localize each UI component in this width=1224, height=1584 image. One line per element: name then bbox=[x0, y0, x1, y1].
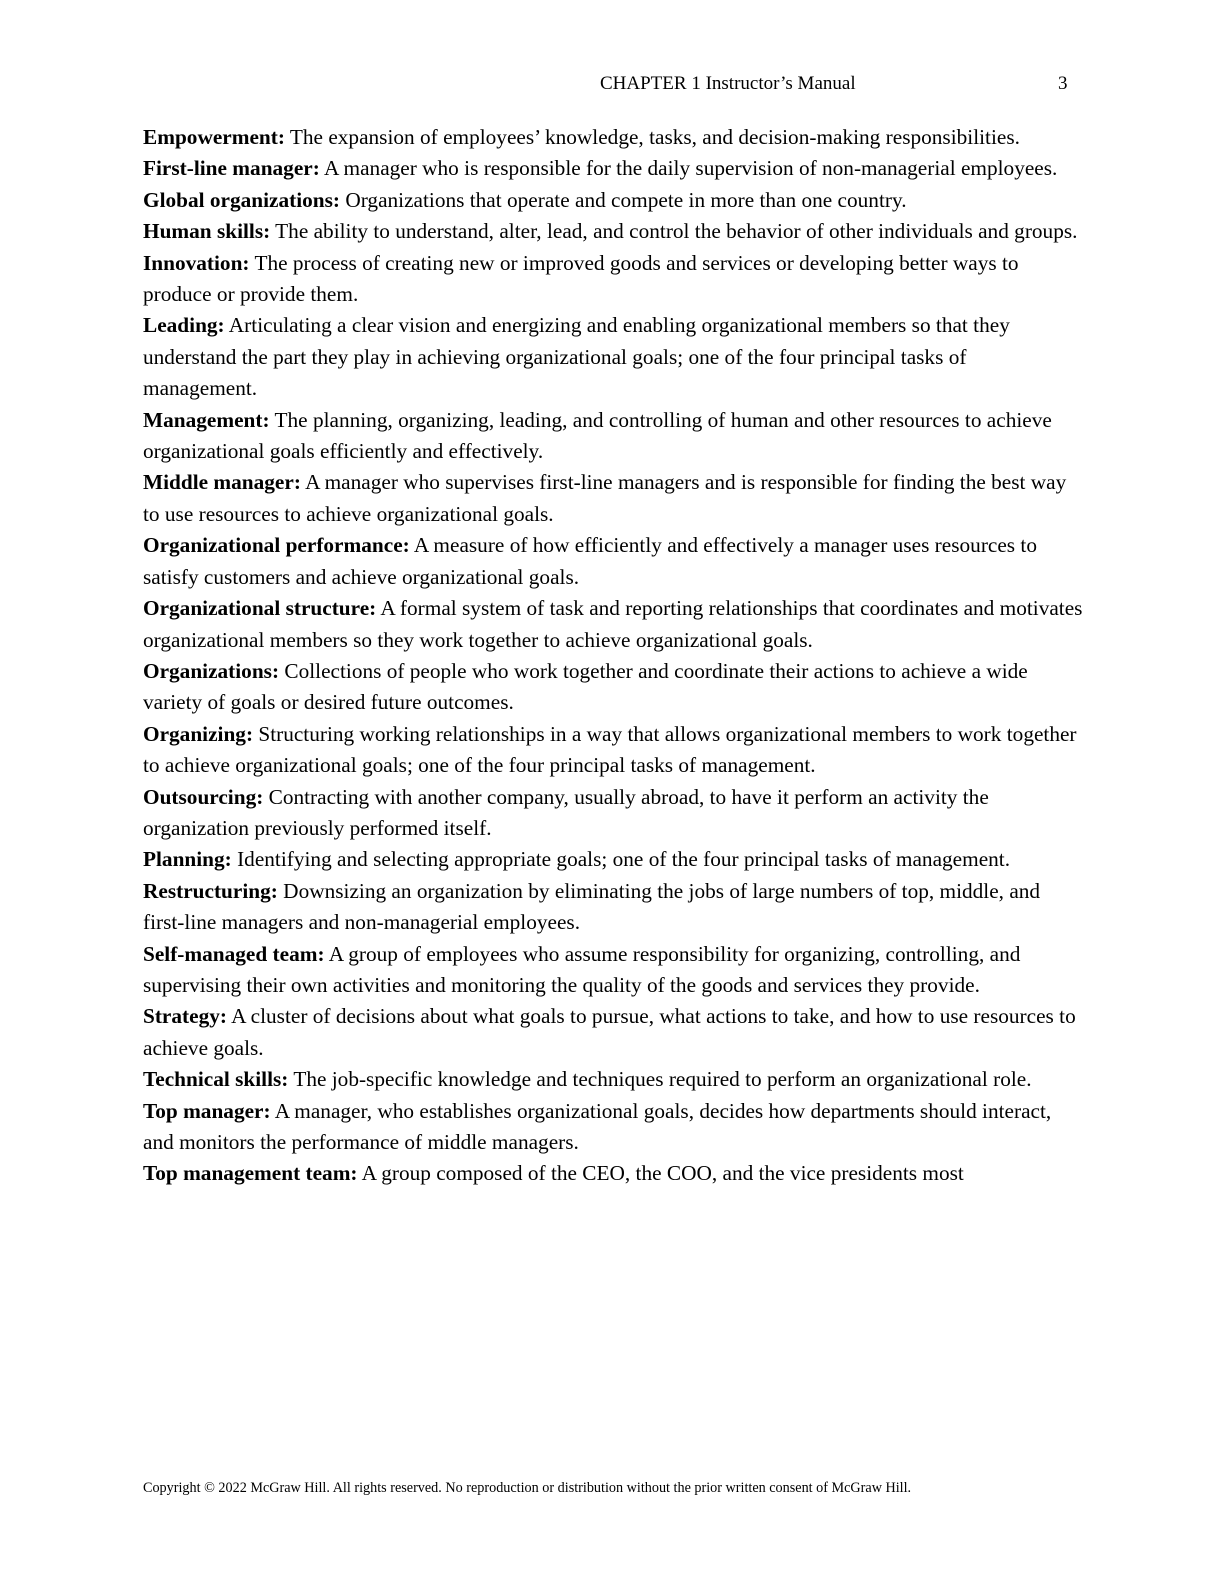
glossary-entry-management bbox=[143, 405, 1083, 468]
glossary-term: Management: bbox=[143, 407, 270, 432]
glossary-definition: The expansion of employees’ knowledge, tasks, and decision-making responsibilities. bbox=[284, 125, 1020, 149]
glossary-entry-technical-skills bbox=[143, 1064, 1083, 1095]
glossary-term: Strategy: bbox=[143, 1004, 227, 1029]
glossary-definition: The ability to understand, alter, lead, and control the behavior of other individuals and groups. bbox=[270, 219, 1078, 244]
glossary-entry-top-management-team bbox=[143, 1158, 1083, 1189]
glossary-term: Leading: bbox=[143, 313, 225, 338]
glossary-definition: A group composed of the CEO, the COO, and the vice presidents most bbox=[357, 1161, 964, 1186]
running-title: CHAPTER 1 Instructor’s Manual bbox=[600, 73, 856, 94]
glossary-definition: The job-specific knowledge and techniques required to perform an organizational role. bbox=[288, 1067, 1032, 1092]
glossary-entry-strategy bbox=[143, 1001, 1083, 1064]
glossary-definition: Collections of people who work together and coordinate their actions to achieve a wide variety of goals or desired future outcomes. bbox=[143, 658, 1028, 715]
glossary-entry-innovation bbox=[143, 248, 1083, 311]
glossary-term: Middle manager: bbox=[143, 470, 301, 495]
glossary-definition: A measure of how efficiently and effectively a manager uses resources to satisfy customers and achieve organizational goals. bbox=[143, 533, 1037, 589]
glossary-definition: A group of employees who assume responsibility for organizing, controlling, and supervising their own activities and monitoring the quality of the goods and services they provide. bbox=[143, 941, 1021, 997]
glossary-term: Outsourcing: bbox=[143, 784, 264, 809]
glossary-entry-organizing bbox=[143, 719, 1083, 782]
glossary-term: Human skills: bbox=[143, 219, 271, 244]
glossary-term: Top manager: bbox=[143, 1098, 271, 1123]
glossary-term: First-line manager: bbox=[143, 156, 320, 181]
glossary-definition: The planning, organizing, leading, and controlling of human and other resources to achieve organizational goals efficiently and effectively. bbox=[143, 407, 1052, 464]
glossary-term: Restructuring: bbox=[143, 878, 278, 903]
glossary-term: Innovation: bbox=[143, 250, 250, 275]
glossary-entry-organizations bbox=[143, 656, 1083, 719]
glossary-list bbox=[143, 122, 1083, 1190]
glossary-definition: Structuring working relationships in a way that allows organizational members to work together to achieve organizational goals; one of the four principal tasks of management. bbox=[143, 721, 1077, 778]
glossary-entry-leading bbox=[143, 310, 1083, 404]
glossary-definition: Downsizing an organization by eliminating the jobs of large numbers of top, middle, and first-line managers and non-managerial employees. bbox=[143, 878, 1041, 935]
glossary-definition: Articulating a clear vision and energizing and enabling organizational members so that they understand the part they play in achieving organizational goals; one of the four principal tasks of management. bbox=[143, 313, 1010, 401]
glossary-term: Organizations: bbox=[143, 658, 280, 683]
glossary-term: Global organizations: bbox=[143, 187, 341, 212]
glossary-term: Top management team: bbox=[143, 1161, 358, 1186]
glossary-entry-restructuring bbox=[143, 876, 1083, 939]
glossary-definition: The process of creating new or improved goods and services or developing better ways to produce or provide them. bbox=[143, 250, 1019, 307]
glossary-term: Empowerment: bbox=[143, 125, 285, 149]
glossary-definition: A formal system of task and reporting relationships that coordinates and motivates organizational members so they work together to achieve organizational goals. bbox=[143, 596, 1083, 652]
glossary-definition: A cluster of decisions about what goals to pursue, what actions to take, and how to use resources to achieve goals. bbox=[143, 1004, 1076, 1060]
glossary-definition: A manager who is responsible for the daily supervision of non-managerial employees. bbox=[319, 156, 1058, 181]
glossary-definition: Contracting with another company, usually abroad, to have it perform an activity the organization previously performed itself. bbox=[143, 784, 989, 840]
glossary-definition: A manager, who establishes organizational goals, decides how departments should interact, and monitors the performance of middle managers. bbox=[143, 1098, 1052, 1154]
glossary-definition: Identifying and selecting appropriate goals; one of the four principal tasks of management. bbox=[231, 847, 1011, 872]
glossary-term: Organizational performance: bbox=[143, 533, 410, 558]
glossary-entry-human-skills bbox=[143, 216, 1083, 247]
glossary-entry-empowerment bbox=[143, 122, 1083, 153]
glossary-entry-global-organizations bbox=[143, 185, 1083, 216]
glossary-entry-middle-manager bbox=[143, 467, 1083, 530]
glossary-term: Organizing: bbox=[143, 721, 254, 746]
glossary-term: Planning: bbox=[143, 847, 232, 872]
glossary-entry-outsourcing bbox=[143, 782, 1083, 845]
glossary-entry-self-managed-team bbox=[143, 939, 1083, 1002]
glossary-entry-top-manager bbox=[143, 1096, 1083, 1159]
glossary-term: Organizational structure: bbox=[143, 596, 377, 621]
glossary-definition: Organizations that operate and compete in more than one country. bbox=[340, 187, 907, 212]
glossary-entry-organizational-performance bbox=[143, 530, 1083, 593]
glossary-definition: A manager who supervises first-line managers and is responsible for finding the best way to use resources to achieve organizational goals. bbox=[143, 470, 1067, 526]
glossary-entry-first-line-manager bbox=[143, 153, 1083, 184]
glossary-entry-planning bbox=[143, 844, 1083, 875]
page-number: 3 bbox=[1058, 73, 1068, 94]
page-header bbox=[0, 72, 1224, 96]
glossary-term: Technical skills: bbox=[143, 1067, 289, 1092]
glossary-term: Self-managed team: bbox=[143, 941, 325, 966]
copyright-footer: Copyright © 2022 McGraw Hill. All rights reserved. No reproduction or distribution without the prior written consent of McGraw Hill. bbox=[143, 1480, 912, 1496]
glossary-entry-organizational-structure bbox=[143, 593, 1083, 656]
